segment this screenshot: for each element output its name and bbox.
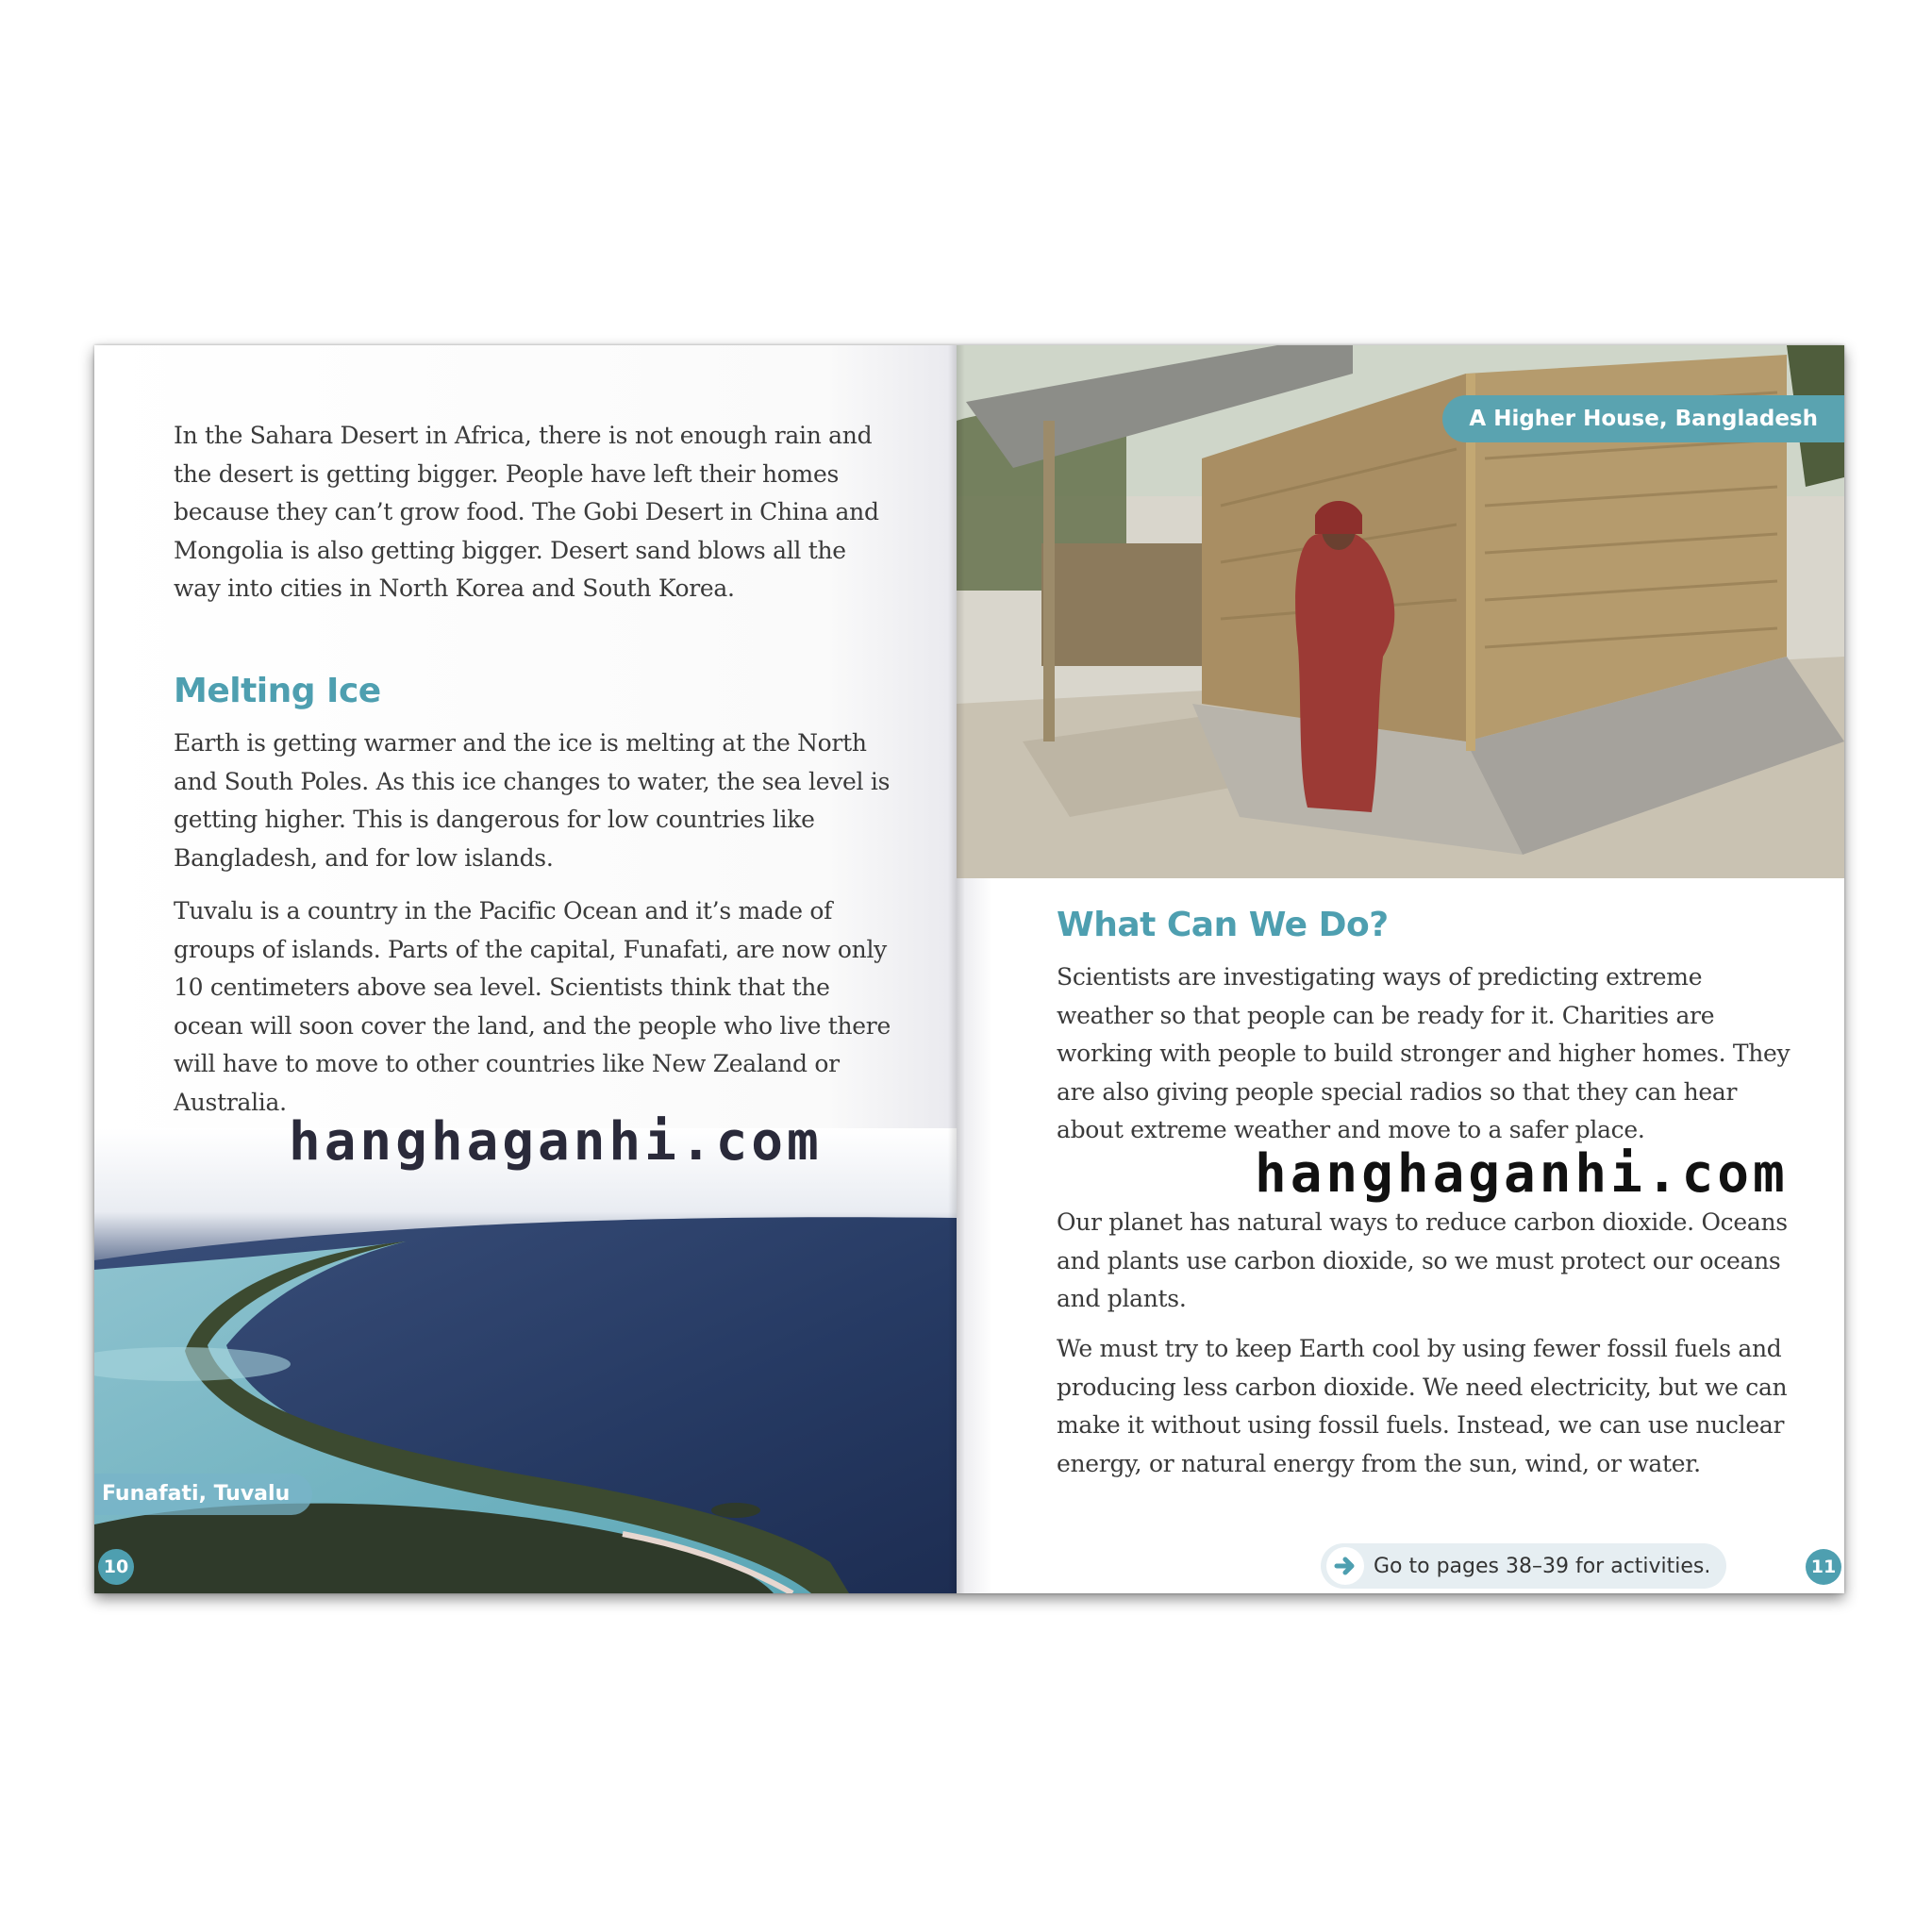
activities-link[interactable] (1321, 1543, 1726, 1589)
funafati-caption: Funafati, Tuvalu (94, 1474, 312, 1515)
fossil-fuels-paragraph: We must try to keep Earth cool by using fewer fossil fuels and producing less carbon dioxide. We need electricity, but we can make it without using fossil fuels. Instead, we can use nuclear energy, or natural energy from the sun, wind, or water. (1057, 1335, 1788, 1477)
arrow-right-icon (1326, 1547, 1364, 1585)
scientists-paragraph: Scientists are investigating ways of predicting extreme weather so that people can be ready for it. Charities are working with people to build stronger and higher homes. They are also giving people special radios so that they can hear about extreme weather and move to a safer place. (1057, 963, 1790, 1143)
page-number-left: 10 (98, 1549, 134, 1585)
funafati-aerial-photo (94, 1128, 957, 1593)
tuvalu-paragraph: Tuvalu is a country in the Pacific Ocean and it’s made of groups of islands. Parts of the capital, Funafati, are now only 10 centimeters above sea level. Scientists think that the ocean will soon cover the land, and the people who live there will have to move to other countries like New Zealand or Australia. (174, 897, 891, 1116)
sahara-paragraph: In the Sahara Desert in Africa, there is not enough rain and the desert is getting bigger. People have left their homes because they can’t grow food. The Gobi Desert in China and Mongolia is also getting bigger. Desert sand blows all the way into cities in North Korea and South Korea. (174, 422, 879, 602)
book-gutter (948, 345, 965, 1593)
right-page (957, 345, 1844, 1593)
page-number-right: 11 (1806, 1549, 1841, 1585)
watermark-left: hanghaganhi.com (289, 1111, 823, 1173)
melting-ice-heading: Melting Ice (174, 672, 381, 710)
left-page (94, 345, 957, 1593)
melting-ice-paragraph: Earth is getting warmer and the ice is melting at the North and South Poles. As this ice changes to water, the sea level is getting higher. This is dangerous for low countries like Bangladesh, and for low islands. (174, 729, 891, 872)
higher-house-caption: A Higher House, Bangladesh (1442, 395, 1844, 442)
carbon-dioxide-paragraph: Our planet has natural ways to reduce carbon dioxide. Oceans and plants use carbon dioxide, so we must protect our oceans and plants. (1057, 1208, 1788, 1312)
what-can-we-do-heading: What Can We Do? (1057, 906, 1389, 944)
watermark-right: hanghaganhi.com (1255, 1143, 1789, 1205)
activities-text: Go to pages 38–39 for activities. (1374, 1554, 1711, 1578)
book-spread (94, 345, 1844, 1593)
